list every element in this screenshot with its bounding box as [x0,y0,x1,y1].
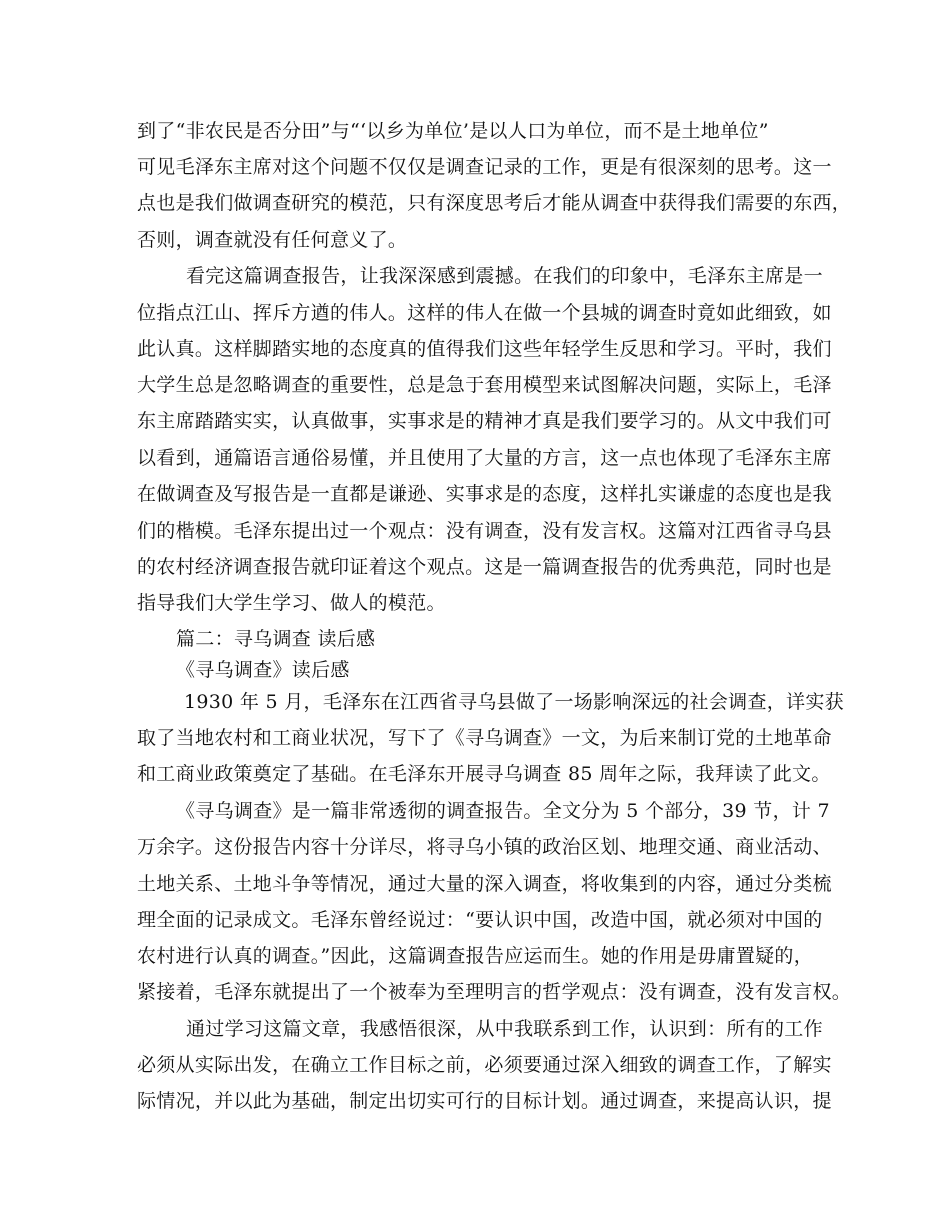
text-line: 通过学习这篇文章，我感悟很深，从中我联系到工作，认识到：所有的工作 [186,1018,823,1040]
text-line: 在做调查及写报告是一直都是谦逊、实事求是的态度，这样扎实谦虚的态度也是我 [137,483,832,505]
text-line: 1930 年 5 月，毛泽东在江西省寻乌县做了一场影响深远的社会调查，详实获 [184,691,844,713]
text-line: 点也是我们做调查研究的模范，只有深度思考后才能从调查中获得我们需要的东西， [137,192,852,214]
text-line: 以看到，通篇语言通俗易懂，并且使用了大量的方言，这一点也体现了毛泽东主席 [137,447,832,469]
text-line: 农村进行认真的调查。”因此，这篇调查报告应运而生。她的作用是毋庸置疑的， [137,945,814,967]
text-line: 际情况，并以此为基础，制定出切实可行的目标计划。通过调查，来提高认识，提 [137,1090,832,1112]
text-line: 的农村经济调查报告就印证着这个观点。这是一篇调查报告的优秀典范，同时也是 [137,556,832,578]
text-line: 否则，调查就没有任何意义了。 [137,229,408,251]
text-line: 位指点江山、挥斥方遒的伟人。这样的伟人在做一个县城的调查时竟如此细致，如 [137,302,832,324]
text-line: 理全面的记录成文。毛泽东曾经说过：“要认识中国，改造中国，就必须对中国的 [137,909,823,931]
text-line: 指导我们大学生学习、做人的模范。 [137,592,446,614]
text-line: 取了当地农村和工商业状况，写下了《寻乌调查》一文，为后来制订党的土地革命 [137,727,832,749]
text-line: 可见毛泽东主席对这个问题不仅仅是调查记录的工作，更是有很深刻的思考。这一 [137,156,832,178]
text-line: 紧接着，毛泽东就提出了一个被奉为至理明言的哲学观点：没有调查，没有发言权。 [137,981,852,1003]
text-line: 此认真。这样脚踏实地的态度真的值得我们这些年轻学生反思和学习。平时，我们 [137,338,832,360]
text-line: 和工商业政策奠定了基础。在毛泽东开展寻乌调查 85 周年之际，我拜读了此文。 [137,763,831,785]
article-title: 《寻乌调查》读后感 [176,659,350,681]
section-heading: 篇二：寻乌调查 读后感 [176,628,376,650]
text-line: 万余字。这份报告内容十分详尽，将寻乌小镇的政治区划、地理交通、商业活动、 [137,836,832,858]
text-line: 大学生总是忽略调查的重要性，总是急于套用模型来试图解决问题，实际上，毛泽 [137,374,832,396]
text-line: 《寻乌调查》是一篇非常透彻的调查报告。全文分为 5 个部分，39 节，计 7 [176,800,830,822]
text-line: 们的楷模。毛泽东提出过一个观点：没有调查，没有发言权。这篇对江西省寻乌县 [137,520,832,542]
text-line: 必须从实际出发，在确立工作目标之前，必须要通过深入细致的调查工作，了解实 [137,1054,832,1076]
text-line: 到了“非农民是否分田”与“‘以乡为单位’是以人口为单位，而不是土地单位” [137,120,769,142]
text-line: 看完这篇调查报告，让我深深感到震撼。在我们的印象中，毛泽东主席是一 [186,265,823,287]
text-line: 土地关系、土地斗争等情况，通过大量的深入调查，将收集到的内容，通过分类梳 [137,873,832,895]
text-line: 东主席踏踏实实，认真做事，实事求是的精神才真是我们要学习的。从文中我们可 [137,410,832,432]
